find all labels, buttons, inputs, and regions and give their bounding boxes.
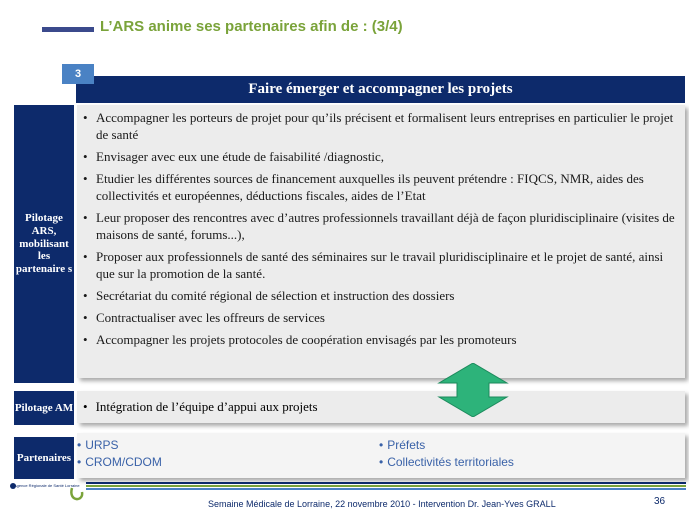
bullet-icon: • xyxy=(83,399,88,414)
double-arrow-icon xyxy=(437,363,509,417)
list-item: • Secrétariat du comité régional de sélection et instruction des dossiers xyxy=(81,287,677,304)
label-pilotage-am: Pilotage AM xyxy=(14,391,74,425)
list-item: • Préfets xyxy=(379,438,426,452)
logo-text: Agence Régionale de Santé Lorraine xyxy=(14,483,80,488)
list-item: • Leur proposer des rencontres avec d’autres professionnels travaillant déjà de façon pluridisciplinaire (visites de maisons de santé, forums...), xyxy=(81,209,677,243)
list-item: • Accompagner les projets protocoles de coopération envisagés par les promoteurs xyxy=(81,331,677,348)
list-item: • Proposer aux professionnels de santé des séminaires sur le travail pluridisciplinaire et le projet de santé, ainsi que sur la promotion de la santé. xyxy=(81,248,677,282)
ars-actions-box xyxy=(77,105,685,378)
footer-text: Semaine Médicale de Lorraine, 22 novembre 2010 - Intervention Dr. Jean-Yves GRALL xyxy=(208,499,556,509)
list-item: • Envisager avec eux une étude de faisabilité /diagnostic, xyxy=(81,148,677,165)
footer-decoration xyxy=(86,482,686,490)
section-header: Faire émerger et accompagner les projets xyxy=(76,76,685,103)
section-number-tag: 3 xyxy=(62,64,94,84)
partners-column-1 xyxy=(77,437,162,471)
slide-title: L’ARS anime ses partenaires afin de : (3/4) xyxy=(100,18,403,35)
label-partenaires: Partenaires xyxy=(14,437,74,479)
list-item: • Accompagner les porteurs de projet pour qu’ils précisent et formalisent leurs entreprises en particulier le projet de santé xyxy=(81,109,677,143)
list-item: • Contractualiser avec les offreurs de services xyxy=(81,309,677,326)
am-action-text: Intégration de l’équipe d’appui aux projets xyxy=(95,399,318,414)
list-item: • Collectivités territoriales xyxy=(379,455,514,469)
ars-actions-list xyxy=(81,109,677,348)
label-pilotage-ars: Pilotage ARS, mobilisant les partenaire s xyxy=(14,105,74,383)
page-number: 36 xyxy=(654,496,666,507)
title-accent-bar xyxy=(42,27,94,32)
list-item: • CROM/CDOM xyxy=(77,455,162,469)
am-action-box xyxy=(77,391,685,423)
list-item: • URPS xyxy=(77,438,119,452)
partners-column-2 xyxy=(379,437,514,471)
list-item: • Etudier les différentes sources de financement auxquelles ils peuvent prétendre : FIQCS, NMR, aides des collectivités et européennes, déductions fiscales, aides de l’Etat xyxy=(81,170,677,204)
partners-box xyxy=(77,433,685,478)
